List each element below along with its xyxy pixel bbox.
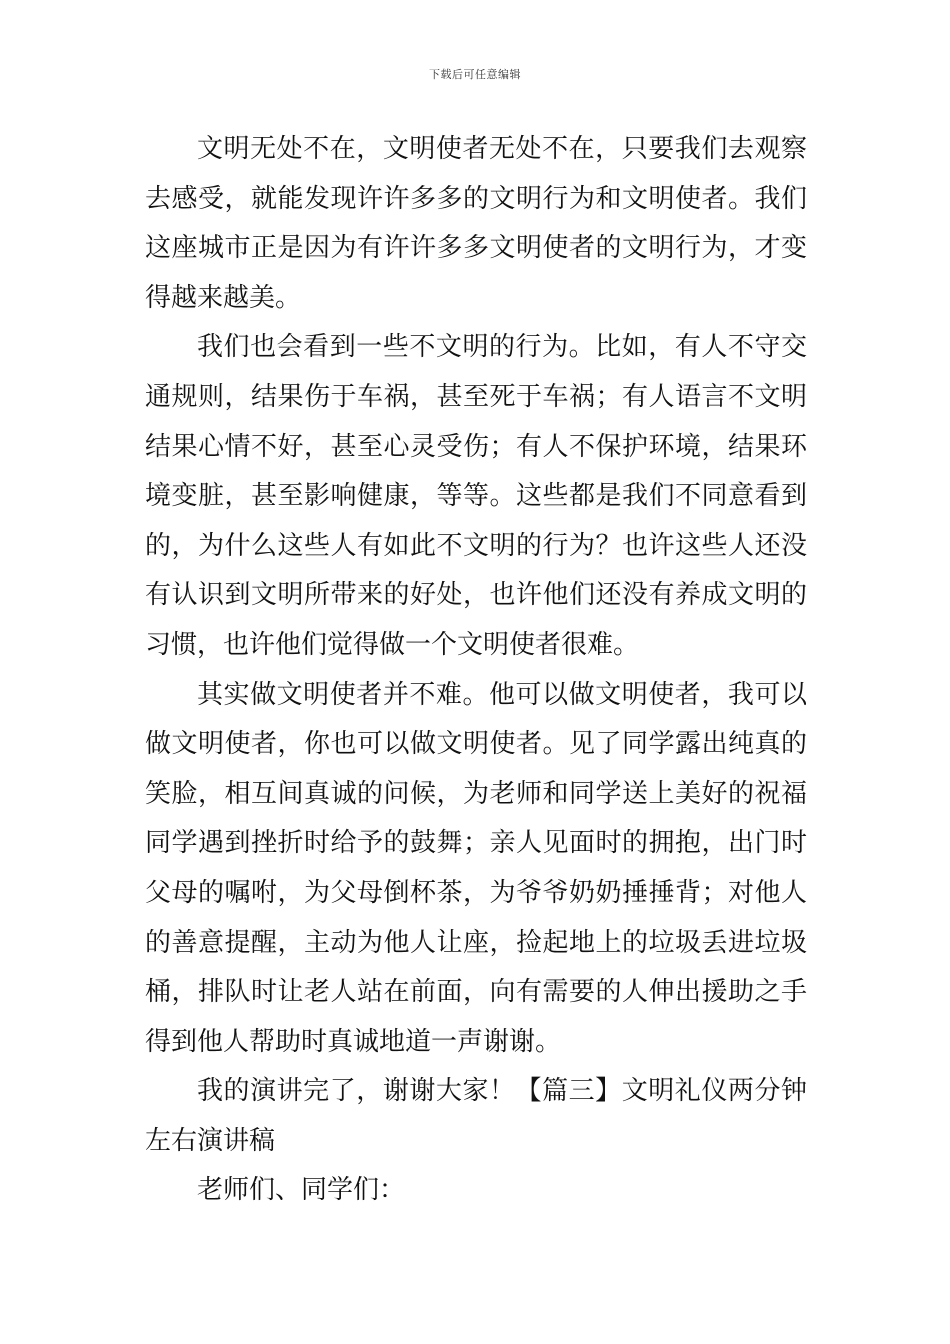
- paragraph: 我们也会看到一些不文明的行为。比如，有人不守交通规则，结果伤于车祸，甚至死于车祸；有人语言不文明结果心情不好，甚至心灵受伤；有人不保护环境，结果环境变脏，甚至影响健康，等等。这些都是我们不同意看到的，为什么这些人有如此不文明的行为？也许这些人还没有认识到文明所带来的好处，也许他们还没有养成文明的习惯，也许他们觉得做一个文明使者很难。: [145, 332, 807, 660]
- document-body: [145, 125, 807, 1216]
- paragraph: 我的演讲完了，谢谢大家！【篇三】文明礼仪两分钟左右演讲稿: [145, 1076, 807, 1156]
- page-header: 下载后可任意编辑: [429, 68, 521, 81]
- paragraph: 文明无处不在，文明使者无处不在，只要我们去观察去感受，就能发现许许多多的文明行为和文明使者。我们这座城市正是因为有许许多多文明使者的文明行为，才变得越来越美。: [145, 134, 807, 313]
- paragraph: 其实做文明使者并不难。他可以做文明使者，我可以做文明使者，你也可以做文明使者。见了同学露出纯真的笑脸，相互间真诚的问候，为老师和同学送上美好的祝福同学遇到挫折时给予的鼓舞；亲人见面时的拥抱，出门时父母的嘱咐，为父母倒杯茶，为爷爷奶奶捶捶背；对他人的善意提醒，主动为他人让座，捡起地上的垃圾丢进垃圾桶，排队时让老人站在前面，向有需要的人伸出援助之手得到他人帮助时真诚地道一声谢谢。: [145, 679, 807, 1057]
- paragraph: 老师们、同学们：: [197, 1175, 406, 1206]
